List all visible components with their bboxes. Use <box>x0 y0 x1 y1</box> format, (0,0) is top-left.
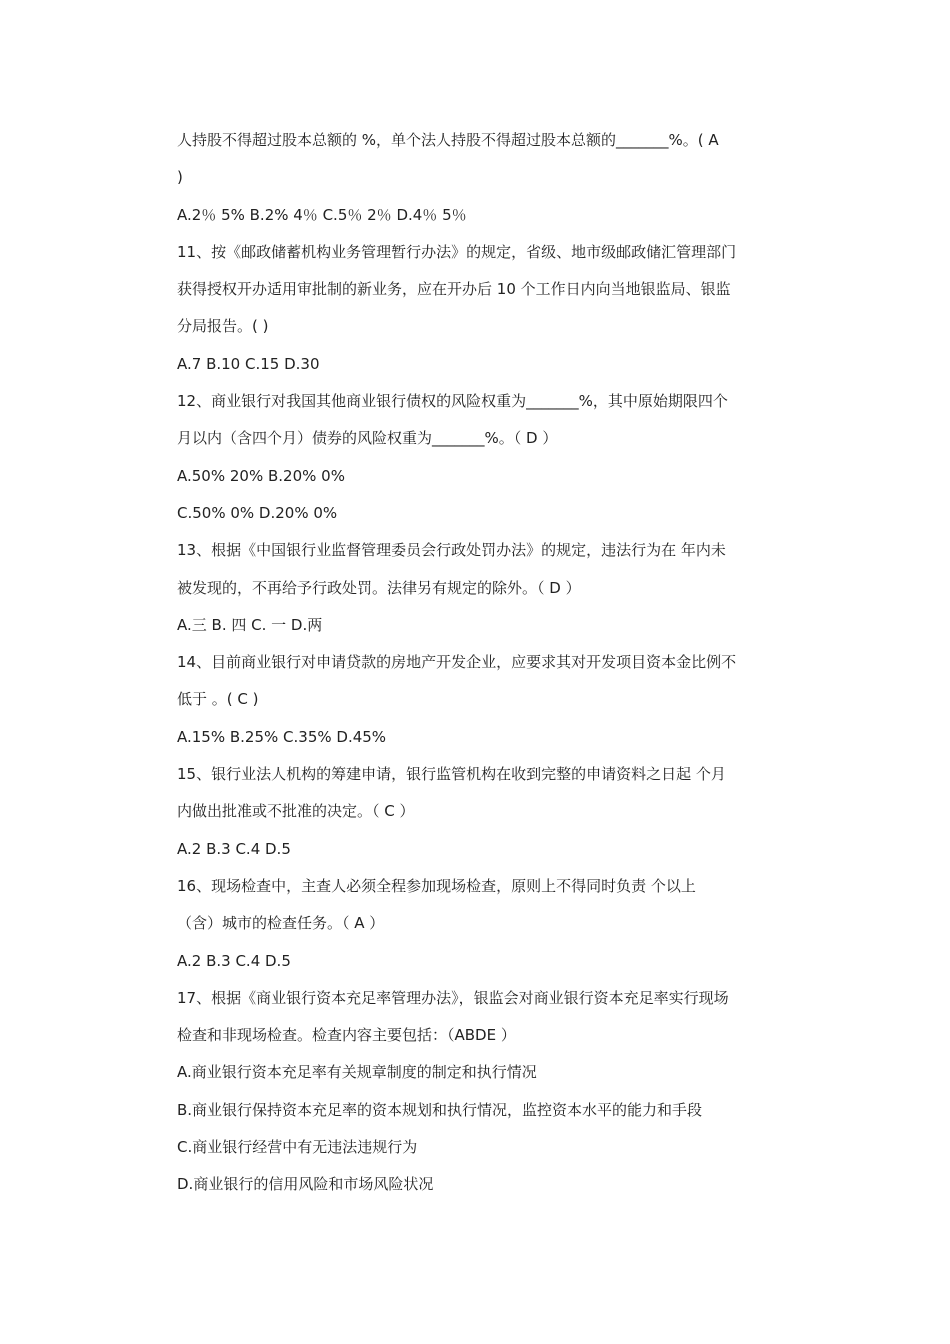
text-line: 分局报告。( ) <box>177 317 269 336</box>
text-line: ) <box>177 168 183 187</box>
question-12: 12、商业银行对我国其他商业银行债权的风险权重为_______%，其中原始期限四个 <box>177 392 728 411</box>
answer-option-c: C.商业银行经营中有无违法违规行为 <box>177 1138 418 1157</box>
text-line: 获得授权开办适用审批制的新业务，应在开办后 10 个工作日内向当地银监局、银监 <box>177 280 731 299</box>
text-line: 人持股不得超过股本总额的 %，单个法人持股不得超过股本总额的_______%。( A <box>177 131 719 149</box>
question-15: 15、银行业法人机构的筹建申请，银行监管机构在收到完整的申请资料之日起 个月 <box>177 765 726 784</box>
question-16: 16、现场检查中，主查人必须全程参加现场检查，原则上不得同时负责 个以上 <box>177 876 696 895</box>
answer-option-a: A.商业银行资本充足率有关规章制度的制定和执行情况 <box>177 1063 537 1082</box>
document-page <box>177 122 777 1204</box>
answer-option-d: D.商业银行的信用风险和市场风险状况 <box>177 1175 434 1194</box>
answer-options: A.2％ 5% B.2% 4％ C.5％ 2％ D.4％ 5％ <box>177 205 467 224</box>
answer-option-b: B.商业银行保持资本充足率的资本规划和执行情况，监控资本水平的能力和手段 <box>177 1100 703 1119</box>
text-line: 内做出批准或不批准的决定。（ C ） <box>177 802 415 821</box>
answer-options: A.15% B.25% C.35% D.45% <box>177 727 387 746</box>
answer-options: A.2 B.3 C.4 D.5 <box>177 839 291 858</box>
answer-options: C.50% 0% D.20% 0% <box>177 503 338 522</box>
answer-options: A.50% 20% B.20% 0% <box>177 466 345 485</box>
question-13: 13、根据《中国银行业监督管理委员会行政处罚办法》的规定，违法行为在 年内未 <box>177 541 726 560</box>
answer-options: A.7 B.10 C.15 D.30 <box>177 354 320 373</box>
question-14: 14、目前商业银行对申请贷款的房地产开发企业，应要求其对开发项目资本金比例不 <box>177 653 737 672</box>
answer-options: A.2 B.3 C.4 D.5 <box>177 951 291 970</box>
text-line: 低于 。( C ) <box>177 690 259 709</box>
answer-options: A.三 B. 四 C. 一 D.两 <box>177 615 323 634</box>
text-line: 月以内（含四个月）债券的风险权重为_______%。（ D ） <box>177 429 558 448</box>
question-11: 11、按《邮政储蓄机构业务管理暂行办法》的规定，省级、地市级邮政储汇管理部门 <box>177 242 737 261</box>
text-line: 检查和非现场检查。检查内容主要包括：（ABDE ） <box>177 1026 516 1045</box>
text-line: 被发现的，不再给予行政处罚。法律另有规定的除外。（ D ） <box>177 578 581 597</box>
question-17: 17、根据《商业银行资本充足率管理办法》，银监会对商业银行资本充足率实行现场 <box>177 988 729 1007</box>
text-line: （含）城市的检查任务。（ A ） <box>177 914 385 933</box>
